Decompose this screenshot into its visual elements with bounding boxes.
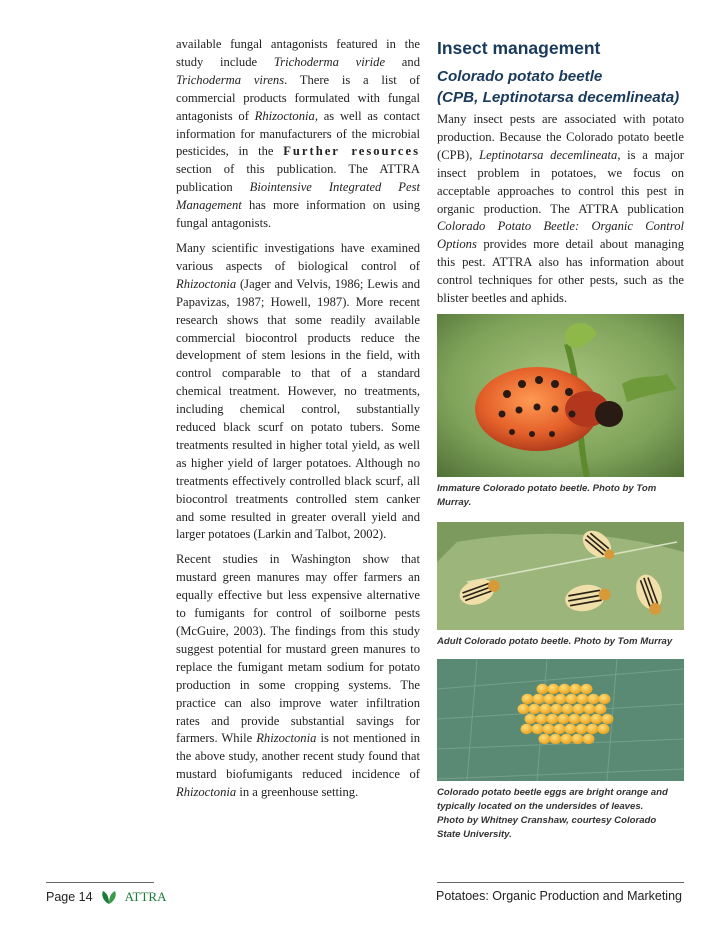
egg-26 xyxy=(580,714,592,724)
publication-title: Potatoes: Organic Production and Marketing xyxy=(436,889,682,903)
eggs-caption-line-3: Photo by Whitney Cranshaw, courtesy Colorado xyxy=(437,814,657,826)
egg-25 xyxy=(569,714,581,724)
footer-rule-left xyxy=(46,882,154,883)
larva-photo xyxy=(437,314,684,477)
egg-7 xyxy=(544,694,556,704)
subsection-title-line1: Colorado potato beetle xyxy=(437,68,603,85)
adult-beetle-image xyxy=(437,522,684,630)
attra-brand: ATTRA xyxy=(124,889,167,904)
egg-4 xyxy=(581,684,593,694)
egg-21 xyxy=(525,714,537,724)
eggs-image xyxy=(437,659,684,781)
adult-caption: Adult Colorado potato beetle. Photo by Tom Murray xyxy=(437,635,673,647)
egg-41 xyxy=(583,734,595,744)
egg-40 xyxy=(572,734,584,744)
paragraph-3: Recent studies in Washington show that mustard green manures may offer farmers an equally effective but less expensive alternative to fumigants for control of soilborne pests (McGuire, 2003). The findings from this study suggest potential for mustard green manures to replace the fumigant metam sodium for potato production in some cropping systems. The practice can also improve water infiltration rates and provide substantial savings for farmers. While Rhizoctonia is not mentioned in the above study, another recent study found that mustard biofumigants reduced incidence of Rhizoctonia in a greenhouse setting. xyxy=(176,552,421,800)
egg-6 xyxy=(533,694,545,704)
egg-10 xyxy=(577,694,589,704)
egg-20 xyxy=(595,704,607,714)
egg-38 xyxy=(550,734,562,744)
egg-33 xyxy=(565,724,577,734)
larva-image xyxy=(437,314,684,477)
footer-rule-right xyxy=(437,882,684,883)
egg-3 xyxy=(570,684,582,694)
egg-37 xyxy=(539,734,551,744)
egg-29 xyxy=(521,724,533,734)
egg-5 xyxy=(522,694,534,704)
egg-11 xyxy=(588,694,600,704)
eggs-caption xyxy=(437,786,684,842)
subsection-title-line2: (CPB, Leptinotarsa decemlineata) xyxy=(437,89,680,106)
egg-0 xyxy=(537,684,549,694)
egg-1 xyxy=(548,684,560,694)
paragraph-2: Many scientific investigations have examined various aspects of biological control of Rhizoctonia (Jager and Velvis, 1986; Lewis and Papavizas, 1987; Howell, 1987). More recent research shows that some readily available commercial biocontrol products reduce the development of stem lesions in the field, with control comparable to that of a standard chemical treatment. However, no treatments, including chemical control, substantially reduced black scurf on potato tubers. Some treatments resulted in higher total yield, as well as higher yield of larger potatoes. Although no treatments effectively controlled black scurf, all biocontrol treatments controlled stem canker and some resulted in greater overall yield and larger potatoes (Larkin and Talbot, 2002). xyxy=(176,240,420,542)
section-title: Insect management xyxy=(437,38,601,58)
adult-beetle-photo xyxy=(437,522,684,630)
egg-12 xyxy=(599,694,611,704)
egg-15 xyxy=(540,704,552,714)
egg-36 xyxy=(598,724,610,734)
egg-35 xyxy=(587,724,599,734)
egg-27 xyxy=(591,714,603,724)
eggs-caption-line-1: Colorado potato beetle eggs are bright orange and xyxy=(437,786,668,798)
egg-39 xyxy=(561,734,573,744)
larva-caption: Immature Colorado potato beetle. Photo by Tom Murray. xyxy=(437,482,657,508)
egg-19 xyxy=(584,704,596,714)
page-footer xyxy=(0,882,728,912)
page-number: Page 14 xyxy=(46,890,93,904)
right-column xyxy=(437,36,684,842)
footer-left xyxy=(46,889,166,905)
egg-24 xyxy=(558,714,570,724)
egg-28 xyxy=(602,714,614,724)
egg-14 xyxy=(529,704,541,714)
egg-2 xyxy=(559,684,571,694)
egg-18 xyxy=(573,704,585,714)
subsection-title xyxy=(437,66,684,108)
eggs-photo xyxy=(437,659,684,781)
eggs-caption-line-4: State University. xyxy=(437,828,512,840)
egg-23 xyxy=(547,714,559,724)
egg-8 xyxy=(555,694,567,704)
egg-16 xyxy=(551,704,563,714)
egg-9 xyxy=(566,694,578,704)
paragraph-1: available fungal antagonists featured in the study include Trichoderma viride and Trichoderma virens. There is a list of commercial products formulated with fungal antagonists of Rhizoctonia, as well as contact information for manufacturers of the microbial pesticides, in the Further resources section of this publication. The ATTRA publication Biointensive Integrated Pest Management has more information on using fungal antagonists. xyxy=(176,37,420,231)
egg-32 xyxy=(554,724,566,734)
egg-31 xyxy=(543,724,555,734)
insect-body-text: Many insect pests are associated with potato production. Because the Colorado potato beetle (CPB), Leptinotarsa decemlineata, is a major insect problem in potatoes, we focus on acceptable approaches to control this pest in organic production. The ATTRA publication Colorado Potato Beetle: Organic Control Options provides more detail about managing this pest. ATTRA also has information about control techniques for other pests, such as the blister beetles and aphids. xyxy=(437,112,684,306)
attra-leaf-icon xyxy=(99,889,119,905)
egg-30 xyxy=(532,724,544,734)
egg-17 xyxy=(562,704,574,714)
egg-13 xyxy=(518,704,530,714)
left-column xyxy=(176,36,420,809)
eggs-caption-line-2: typically located on the undersides of leaves. xyxy=(437,800,644,812)
egg-22 xyxy=(536,714,548,724)
egg-34 xyxy=(576,724,588,734)
